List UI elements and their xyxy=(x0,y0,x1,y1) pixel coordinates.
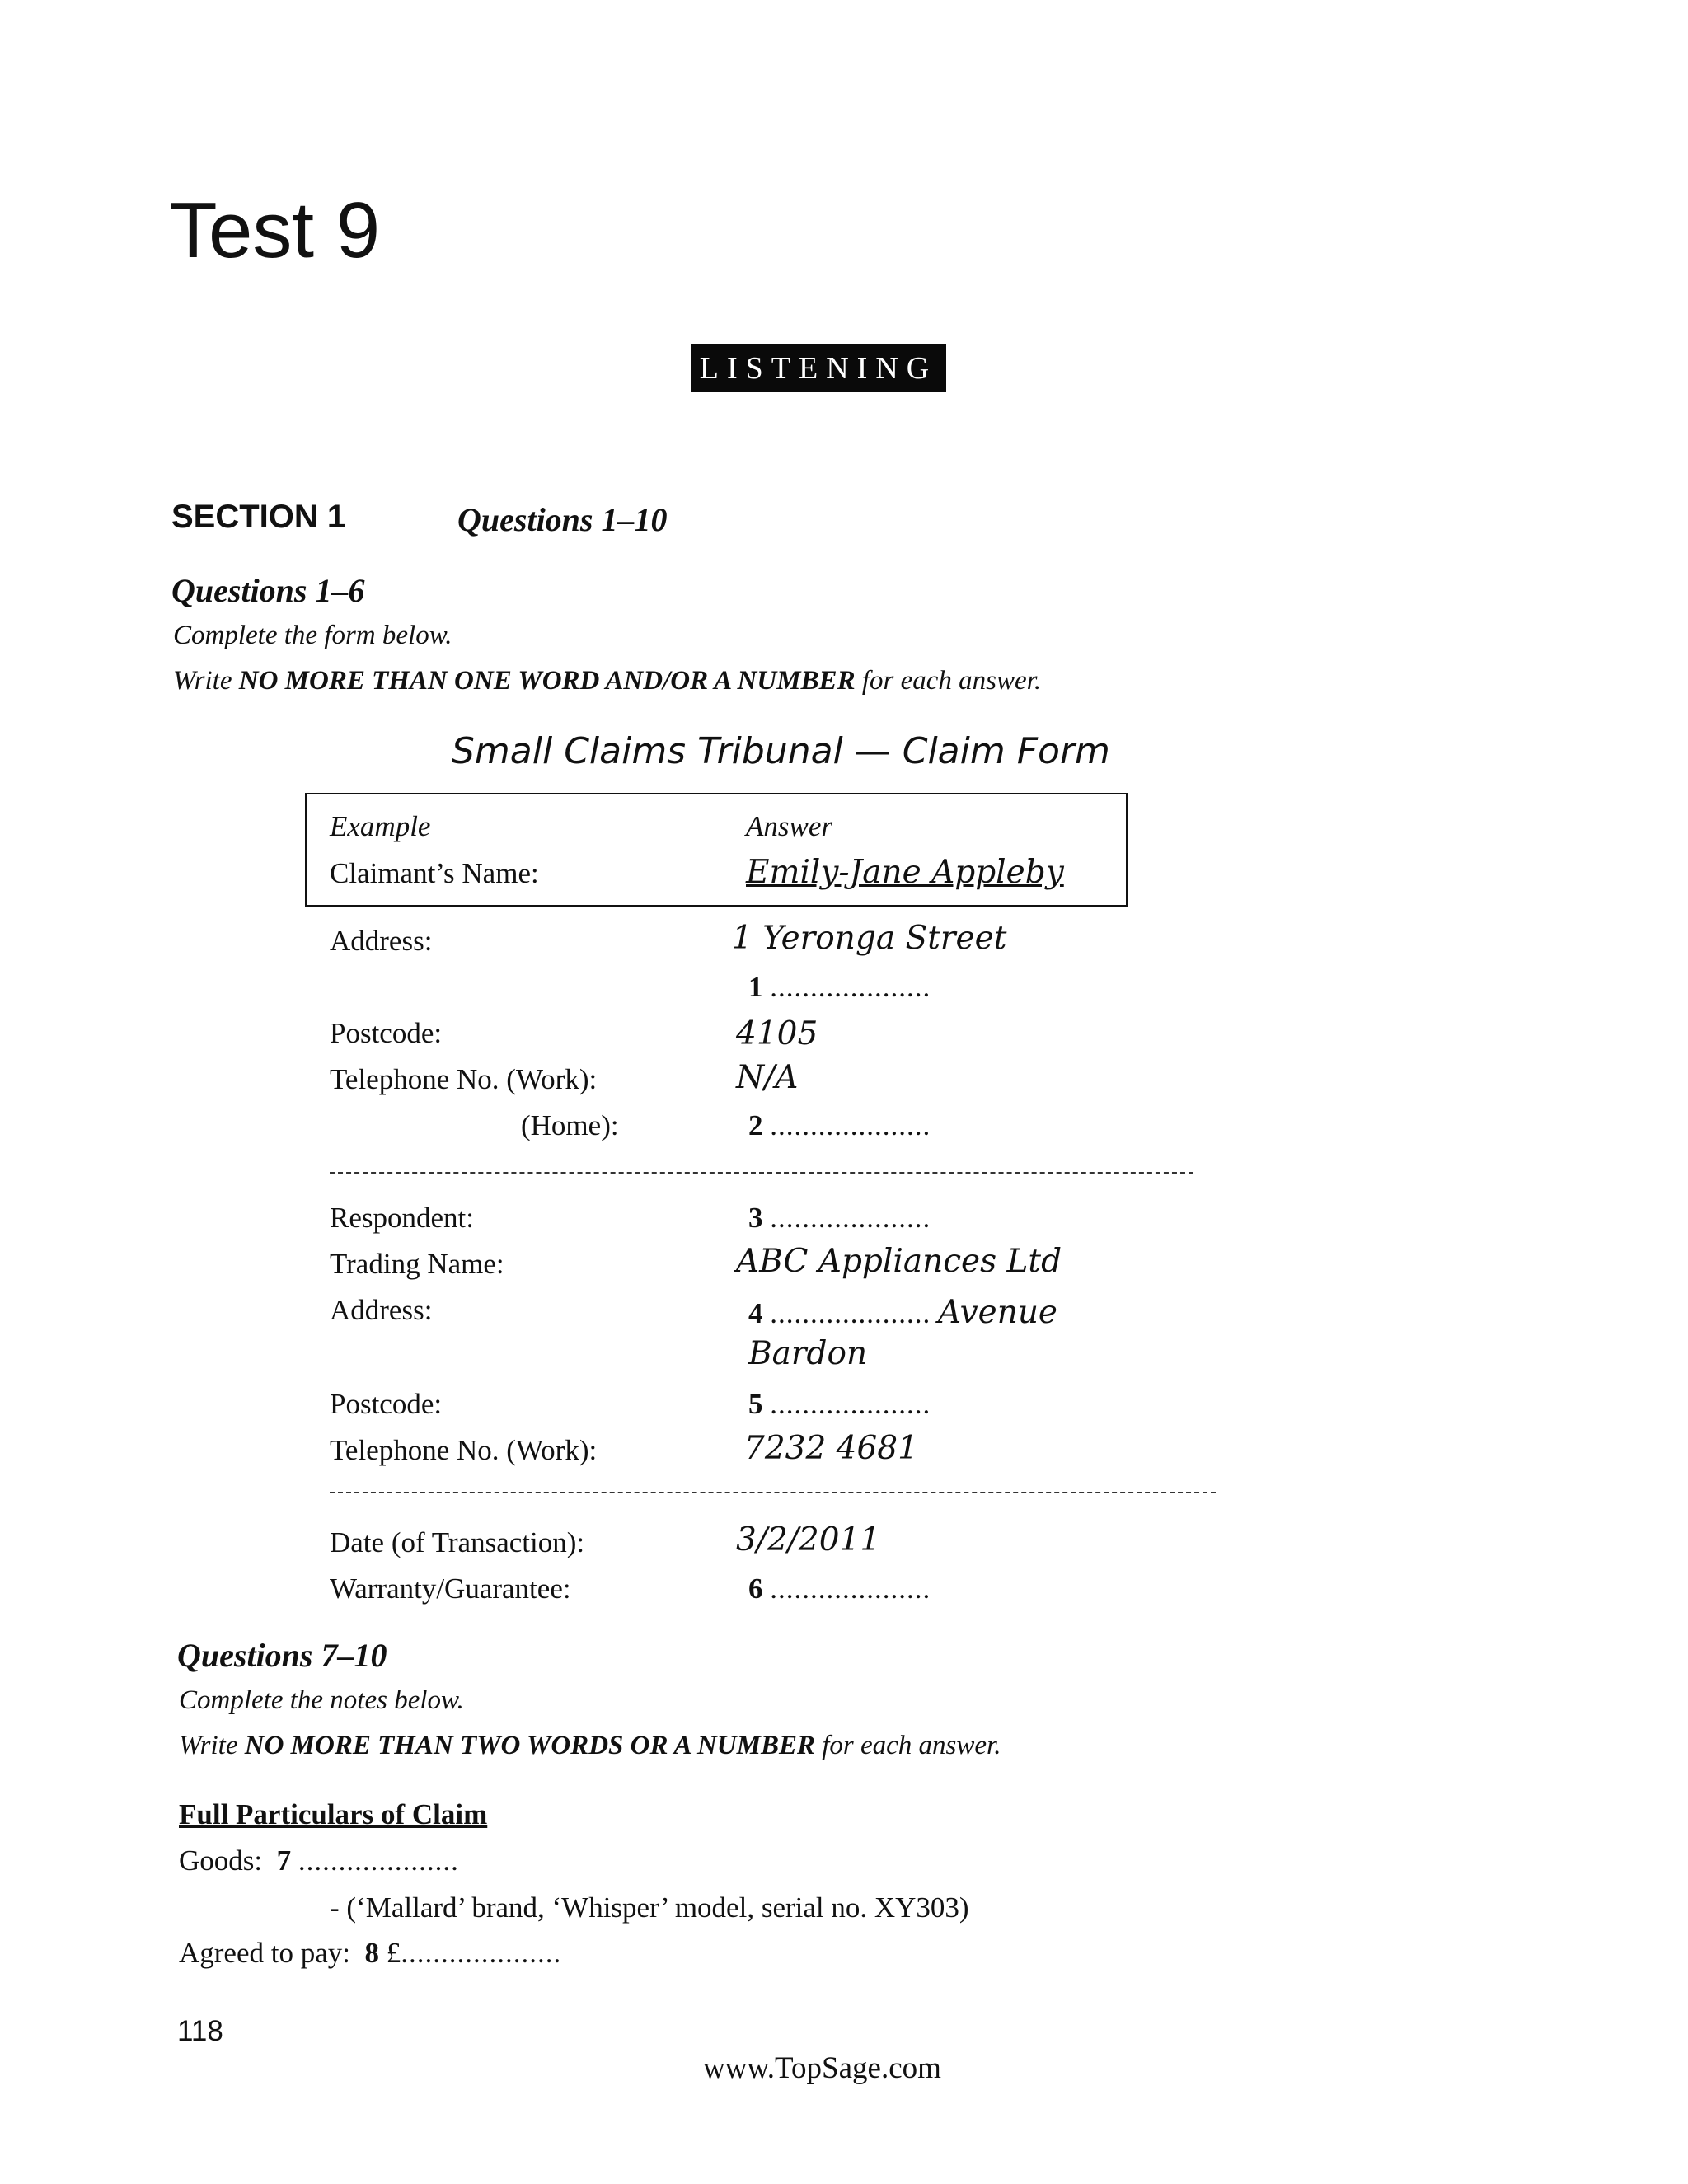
transaction-date-label: Date (of Transaction): xyxy=(330,1526,585,1558)
trading-name-label: Trading Name: xyxy=(330,1248,504,1280)
test-title: Test 9 xyxy=(169,186,381,274)
answer-blank-1: 1 .................... xyxy=(748,971,931,1003)
instruction-complete-notes: Complete the notes below. xyxy=(179,1685,464,1715)
listening-banner: LISTENING xyxy=(691,344,946,392)
questions-7-10-heading: Questions 7–10 xyxy=(177,1637,387,1674)
respondent-address-label: Address: xyxy=(330,1294,433,1326)
postcode-value: 4105 xyxy=(736,1015,818,1052)
goods-line: Goods: 7 .................... xyxy=(179,1844,459,1877)
goods-detail: - (‘Mallard’ brand, ‘Whisper’ model, serial no. XY303) xyxy=(330,1891,969,1924)
trading-name-value: ABC Appliances Ltd xyxy=(736,1243,1062,1280)
page-number: 118 xyxy=(177,2015,223,2047)
answer-blank-6: 6 .................... xyxy=(748,1572,931,1605)
website-footer: www.TopSage.com xyxy=(703,2051,941,2085)
answer-blank-2: 2 .................... xyxy=(748,1109,931,1141)
answer-blank-3: 3 .................... xyxy=(748,1202,931,1234)
instruction-word-limit: Write NO MORE THAN ONE WORD AND/OR A NUMBER for each answer. xyxy=(173,666,1042,696)
claimant-name-label: Claimant’s Name: xyxy=(330,857,539,889)
agreed-to-pay-line: Agreed to pay: 8 £.................... xyxy=(179,1937,562,1969)
claimant-name-answer: Emily-Jane Appleby xyxy=(746,854,1064,891)
warranty-label: Warranty/Guarantee: xyxy=(330,1572,571,1605)
section-label: SECTION 1 xyxy=(171,499,346,535)
telephone-work-label: Telephone No. (Work): xyxy=(330,1063,598,1095)
answer-heading: Answer xyxy=(746,810,832,842)
suburb-value: Bardon xyxy=(748,1335,868,1372)
answer-blank-4: 4 .................... Avenue xyxy=(748,1294,1058,1331)
answer-blank-5: 5 .................... xyxy=(748,1388,931,1420)
transaction-date-value: 3/2/2011 xyxy=(736,1521,881,1558)
section-questions: Questions 1–10 xyxy=(457,501,668,538)
respondent-telephone-value: 7232 4681 xyxy=(744,1430,918,1467)
address-value: 1 Yeronga Street xyxy=(732,920,1007,957)
divider-2 xyxy=(330,1492,1216,1493)
address-label: Address: xyxy=(330,925,433,957)
telephone-home-label: (Home): xyxy=(521,1109,619,1141)
questions-1-6-heading: Questions 1–6 xyxy=(171,572,365,609)
respondent-label: Respondent: xyxy=(330,1202,474,1234)
postcode-label: Postcode: xyxy=(330,1017,443,1049)
instruction-word-limit-2: Write NO MORE THAN TWO WORDS OR A NUMBER for each answer. xyxy=(179,1731,1001,1760)
respondent-postcode-label: Postcode: xyxy=(330,1388,443,1420)
telephone-work-value: N/A xyxy=(736,1059,799,1096)
form-title: Small Claims Tribunal — Claim Form xyxy=(452,730,1110,772)
respondent-telephone-label: Telephone No. (Work): xyxy=(330,1434,598,1466)
example-heading: Example xyxy=(330,810,431,842)
instruction-complete-form: Complete the form below. xyxy=(173,621,452,650)
avenue-text: Avenue xyxy=(938,1294,1058,1331)
divider-1 xyxy=(330,1172,1193,1174)
notes-title: Full Particulars of Claim xyxy=(179,1798,488,1830)
